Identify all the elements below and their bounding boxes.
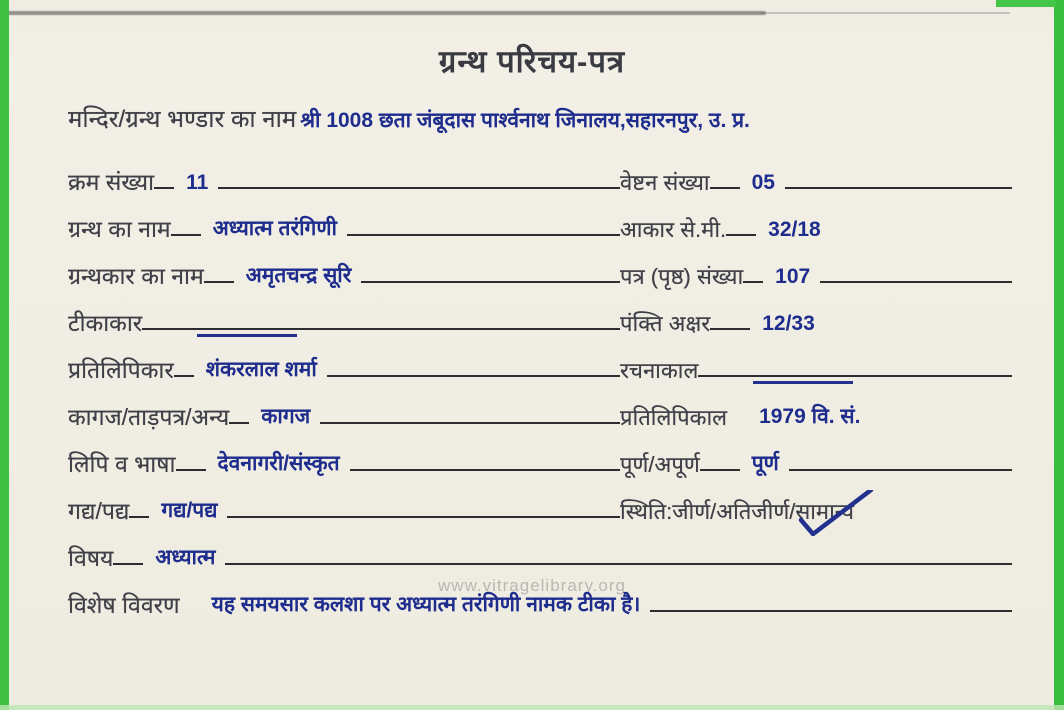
rule-line: [320, 422, 608, 424]
rule-line: [743, 281, 763, 283]
rule-line: [154, 187, 174, 189]
rule-line: [174, 375, 194, 377]
form-row: [68, 340, 1012, 387]
script-language-value: देवनागरी/संस्कृत: [217, 452, 340, 475]
rule-line: [361, 281, 608, 283]
rule-line: [710, 328, 750, 330]
rule-line: [726, 234, 756, 236]
condition-label: स्थिति:जीर्ण/अतिजीर्ण/: [620, 499, 796, 524]
rule-line: [113, 563, 143, 565]
material-label: कागज/ताड़पत्र/अन्य: [68, 404, 230, 430]
author-label: ग्रन्थकार का नाम: [68, 263, 204, 289]
rule-line: [227, 516, 608, 518]
scan-shadow: [6, 11, 766, 15]
condition-marked-text: सामान्य: [795, 499, 855, 524]
catalog-form: [68, 152, 1012, 622]
rule-line: [608, 375, 620, 377]
scan-edge-bottom: [0, 705, 1064, 710]
copy-date-value: 1979 वि. सं.: [759, 405, 861, 428]
scan-shadow-2: [760, 12, 1010, 14]
special-details-label: विशेष विवरण: [68, 592, 180, 618]
bundle-number-label: वेष्टन संख्या: [620, 170, 710, 195]
prose-verse-value: गद्य/पद्य: [161, 499, 218, 522]
copyist-value: शंकरलाल शर्मा: [205, 358, 317, 381]
material-value: कागज: [261, 405, 311, 428]
special-details-value: यह समयसार कलशा पर अध्यात्म तरंगिणी नामक टीका है।: [211, 593, 641, 616]
rule-line: [608, 234, 620, 236]
completeness-value: पूर्ण: [751, 452, 779, 475]
rule-line: [142, 328, 608, 330]
subject-label: विषय: [68, 545, 114, 571]
blank-value-dash: [753, 381, 853, 384]
blank-value-dash: [197, 334, 297, 337]
rule-line: [204, 281, 234, 283]
rule-line: [608, 281, 620, 283]
form-row: [68, 575, 1012, 622]
commentator-label: टीकाकार: [68, 310, 143, 336]
form-row: [68, 199, 1012, 246]
completeness-label: पूर्ण/अपूर्ण: [620, 452, 700, 477]
scan-edge-right: [1054, 0, 1064, 710]
prose-verse-label: गद्य/पद्य: [68, 498, 130, 524]
rule-line: [171, 234, 201, 236]
page-count-value: 107: [775, 265, 811, 288]
bundle-number-value: 05: [751, 171, 775, 194]
scan-edge-left: [0, 0, 9, 710]
rule-line: [608, 187, 620, 189]
book-name-value: अध्यात्म तरंगिणी: [212, 217, 337, 240]
rule-line: [698, 375, 1012, 377]
form-row: [68, 434, 1012, 481]
rule-line: [225, 563, 1012, 565]
rule-line: [608, 469, 620, 471]
rule-line: [176, 469, 206, 471]
rule-line: [608, 516, 620, 518]
page-count-label: पत्र (पृष्ठ) संख्या: [620, 264, 744, 289]
copy-date-label: प्रतिलिपिकाल: [620, 405, 728, 430]
scan-edge-top-right: [996, 0, 1056, 7]
form-row: [68, 152, 1012, 199]
rule-line: [327, 375, 608, 377]
form-row: [68, 293, 1012, 340]
size-label: आकार से.मी.: [620, 217, 727, 242]
rule-line: [229, 422, 249, 424]
serial-number-label: क्रम संख्या: [68, 169, 155, 195]
rule-line: [218, 187, 608, 189]
rule-line: [350, 469, 608, 471]
author-value: अमृतचन्द्र सूरि: [245, 264, 352, 287]
book-name-label: ग्रन्थ का नाम: [68, 216, 171, 242]
temple-name-value: श्री 1008 छता जंबूदास पार्श्वनाथ जिनालय,सहारनपुर, उ. प्र.: [300, 109, 750, 132]
temple-name-label: मन्दिर/ग्रन्थ भण्डार का नाम: [68, 106, 297, 133]
rule-line: [650, 610, 1012, 612]
rule-line: [608, 328, 620, 330]
rule-line: [347, 234, 608, 236]
script-language-label: लिपि व भाषा: [68, 451, 176, 477]
rule-line: [710, 187, 740, 189]
form-row: [68, 246, 1012, 293]
lines-letters-value: 12/33: [762, 312, 815, 335]
rule-line: [785, 187, 1012, 189]
rule-line: [789, 469, 1012, 471]
rule-line: [608, 422, 620, 424]
size-value: 32/18: [768, 218, 821, 241]
rule-line: [820, 281, 1012, 283]
rule-line: [129, 516, 149, 518]
form-row: [68, 481, 1012, 528]
form-row: [68, 387, 1012, 434]
lines-letters-label: पंक्ति अक्षर: [620, 311, 711, 336]
page-title: ग्रन्थ परिचय-पत्र: [438, 44, 626, 79]
copyist-label: प्रतिलिपिकार: [68, 357, 174, 383]
serial-number-value: 11: [186, 171, 209, 194]
subject-value: अध्यात्म: [155, 546, 216, 569]
condition-marked-option: [795, 496, 854, 528]
temple-name-field: [68, 102, 1038, 138]
site-watermark: www.vitragelibrary.org: [438, 576, 626, 595]
composition-date-label: रचनाकाल: [620, 358, 699, 383]
form-row: [68, 528, 1012, 575]
rule-line: [700, 469, 740, 471]
